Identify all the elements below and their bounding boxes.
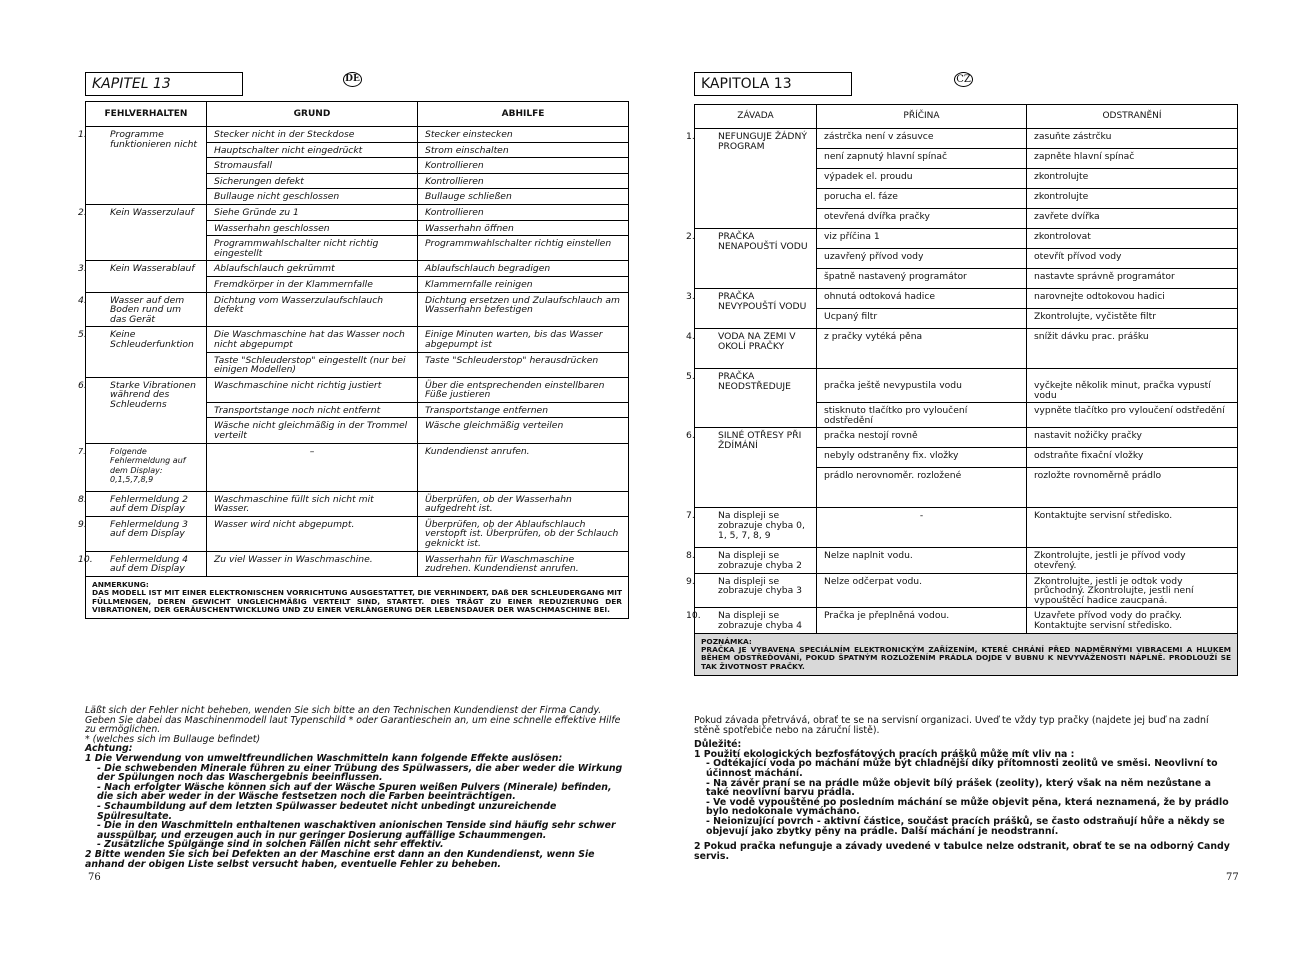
footer-text	[85, 706, 628, 869]
fault-text: Na displeji se zobrazuje chyba 3	[718, 575, 802, 597]
fault-number: 5.	[78, 329, 87, 341]
remedy-cell: otevřít přívod vody	[1027, 249, 1238, 269]
cause-cell: -	[817, 508, 1027, 548]
remedy-cell: odstraňte fixační vložky	[1027, 448, 1238, 468]
footer-bullet: - Zusätzliche Spülgänge sind in solchen Fällen nicht sehr effektiv.	[97, 839, 444, 851]
fault-number: 5.	[686, 371, 695, 382]
page-number: 77	[1226, 872, 1239, 883]
fault-text: PRAČKA NEODSTŘEDUJE	[718, 371, 791, 392]
remedy-cell: Kontrollieren	[418, 158, 629, 174]
table-row	[86, 377, 629, 402]
table-row	[695, 229, 1238, 249]
fault-number: 1.	[78, 129, 87, 140]
fault-cell	[686, 608, 817, 633]
language-badge-cz: CZ	[954, 72, 973, 87]
fault-cell	[78, 516, 207, 551]
header-cause: GRUND	[207, 102, 418, 127]
cause-cell: stisknuto tlačítko pro vyloučení odstředění	[817, 403, 1027, 428]
note-text: PRAČKA JE VYBAVENA SPECIÁLNÍM ELEKTRONICKÝM ZAŘÍZENÍM, KTERÉ CHRÁNÍ PŘED NADMĚRNÝMI VIBRACEMI A HLUKEM BĚHEM ODSTŘEĎOVÁNÍ, POKUD ŠPATNÝM ROZLOŽENÍM PRÁDLA DOJDE V BUBNU K NEVYVÁŽENOSTI NÁPLNĚ. PRODLOUŽÍ SE TAK ŽIVOTNOST PRAČKY.	[701, 644, 1231, 671]
fault-cell	[78, 204, 207, 260]
cause-cell: nebyly odstraněny fix. vložky	[817, 448, 1027, 468]
footer-point-2: 2 Bitte wenden Sie sich bei Defekten an der Maschine erst dann an den Kundendienst, wenn Sie anhand der obigen Liste selbst versucht haben, eventuelle Fehler zu beheben.	[85, 848, 595, 870]
remedy-cell: zkontrolujte	[1027, 169, 1238, 189]
cause-cell: Sicherungen defekt	[207, 173, 418, 189]
cause-cell: Stromausfall	[207, 158, 418, 174]
fault-text: Programme funktionieren nicht	[110, 129, 198, 150]
remedy-cell: Zkontrolujte, jestli je přívod vody otevřený.	[1027, 548, 1238, 573]
cause-cell: pračka ještě nevypustila vodu	[817, 369, 1027, 403]
fault-text: Keine Schleuderfunktion	[110, 329, 194, 350]
remedy-cell: rozložte rovnoměrně prádlo	[1027, 468, 1238, 508]
footer-point-1: 1 Die Verwendung von umweltfreundlichen Waschmitteln kann folgende Effekte auslösen:	[85, 752, 563, 764]
fault-cell	[78, 327, 207, 377]
remedy-cell: Dichtung ersetzen und Zulaufschlauch am Wasserhahn befestigen	[418, 292, 629, 327]
remedy-cell: Programmwahlschalter richtig einstellen	[418, 236, 629, 261]
cause-cell: špatně nastavený programátor	[817, 269, 1027, 289]
fault-number: 8.	[686, 550, 695, 562]
footer-bullet: - Schaumbildung auf dem letzten Spülwasser bedeutet nicht unbedingt unzureichende Spülresultate.	[97, 800, 557, 822]
cause-cell: Bullauge nicht geschlossen	[207, 189, 418, 205]
footer-heading: Achtung:	[85, 743, 133, 755]
fault-number: 1.	[686, 131, 695, 142]
fault-cell	[686, 229, 817, 289]
cause-cell: zástrčka není v zásuvce	[817, 129, 1027, 149]
fault-text: Kein Wasserablauf	[110, 263, 195, 275]
cause-cell: není zapnutý hlavní spínač	[817, 149, 1027, 169]
remedy-cell: Kontrollieren	[418, 204, 629, 220]
cause-cell: Zu viel Wasser in Waschmaschine.	[207, 551, 418, 576]
header-cause: PŘÍČINA	[817, 105, 1027, 129]
troubleshooting-table	[686, 104, 1238, 676]
fault-number: 9.	[78, 518, 87, 530]
fault-text: VODA NA ZEMI V OKOLÍ PRAČKY	[718, 331, 796, 352]
fault-text: Kein Wasserzulauf	[110, 206, 194, 218]
fault-text: PRAČKA NEVYPOUŠTÍ VODU	[718, 291, 807, 312]
remedy-cell: Strom einschalten	[418, 142, 629, 158]
remedy-cell: Stecker einstecken	[418, 127, 629, 143]
remedy-cell: zapněte hlavní spínač	[1027, 149, 1238, 169]
fault-cell	[78, 127, 207, 205]
remedy-cell: Bullauge schließen	[418, 189, 629, 205]
cause-cell: výpadek el. proudu	[817, 169, 1027, 189]
footer-point-2: 2 Pokud pračka nefunguje a závady uvedené v tabulce nelze odstranit, obrať te se na odborný Candy servis.	[694, 841, 1230, 862]
table-row	[695, 329, 1238, 369]
fault-text: Fehlermeldung 4 auf dem Display	[110, 553, 188, 575]
troubleshooting-table	[78, 101, 629, 619]
footer-text	[694, 716, 1237, 861]
cause-cell: Transportstange noch nicht entfernt	[207, 402, 418, 418]
header-remedy: ABHILFE	[418, 102, 629, 127]
remedy-cell: zavřete dvířka	[1027, 209, 1238, 229]
table-row	[86, 261, 629, 277]
fault-number: 8.	[78, 493, 87, 505]
table-row	[86, 551, 629, 576]
fault-number: 3.	[686, 291, 695, 302]
footer-paragraph: Pokud závada přetrvává, obrať te se na servisní organizaci. Uveď te vždy typ pračky (najdete jej buď na zadní stěně spotřebiče nebo na záruční listě).	[694, 715, 1209, 736]
footer-bullet: - Neionizující povrch - aktivní částice, součást pracích prášků, se často odstraňují hůře a někdy se objevují jako zbytky pěny na prádle. Další máchání je neodstranní.	[706, 815, 1225, 837]
fault-text: Fehlermeldung 2 auf dem Display	[110, 493, 188, 515]
fault-cell	[78, 551, 207, 576]
table-row	[86, 292, 629, 327]
table-row	[695, 573, 1238, 608]
fault-text: Wasser auf dem Boden rund um das Gerät	[110, 294, 185, 325]
fault-number: 6.	[686, 430, 695, 442]
fault-number: 4.	[78, 294, 87, 306]
footer-bullet: - Na závěr praní se na prádle může objevit bílý prášek (zeolity), který však na něm nezůstane a také neovlivní barvu prádla.	[706, 777, 1211, 799]
remedy-cell: vypněte tlačítko pro vyloučení odstředění	[1027, 403, 1238, 428]
cause-cell: Siehe Gründe zu 1	[207, 204, 418, 220]
cause-cell: uzavřený přívod vody	[817, 249, 1027, 269]
fault-cell	[686, 548, 817, 573]
cause-cell: porucha el. fáze	[817, 189, 1027, 209]
cause-cell: Die Waschmaschine hat das Wasser noch nicht abgepumpt	[207, 327, 418, 352]
fault-cell	[78, 491, 207, 516]
fault-number: 10.	[686, 610, 701, 622]
table-row	[695, 369, 1238, 403]
fault-cell	[78, 261, 207, 292]
remedy-cell: Überprüfen, ob der Ablaufschlauch verstopft ist. Überprüfen, ob der Schlauch geknickt ist.	[418, 516, 629, 551]
fault-text: Na displeji se zobrazuje chyba 0, 1, 5, 7, 8, 9	[718, 510, 805, 541]
language-badge-de: DE	[343, 72, 362, 87]
remedy-cell: Wäsche gleichmäßig verteilen	[418, 418, 629, 443]
remedy-cell: Uzavřete přívod vody do pračky. Kontaktujte servisní středisko.	[1027, 608, 1238, 633]
table-row	[695, 129, 1238, 149]
remedy-cell: snížit dávku prac. prášku	[1027, 329, 1238, 369]
chapter-title: KAPITOLA 13	[694, 72, 852, 96]
cause-cell: Stecker nicht in der Steckdose	[207, 127, 418, 143]
table-row	[695, 548, 1238, 573]
fault-text: Fehlermeldung 3 auf dem Display	[110, 518, 188, 540]
remedy-cell: nastavit nožičky pračky	[1027, 428, 1238, 448]
table-row	[695, 289, 1238, 309]
fault-cell	[686, 508, 817, 548]
footer-point-1: 1 Použití ekologických bezfosfátových pracích prášků může mít vliv na :	[694, 748, 1075, 760]
footer-paragraph: Läßt sich der Fehler nicht beheben, wenden Sie sich bitte an den Technischen Kundendienst der Firma Candy. Geben Sie dabei das Maschinenmodell laut Typenschild * oder Garantieschein an, um eine schnelle effektive Hilfe zu ermöglichen.	[85, 705, 621, 736]
note-title: ANMERKUNG:	[92, 579, 149, 589]
fault-cell	[686, 129, 817, 229]
remedy-cell: Zkontrolujte, vyčistěte filtr	[1027, 309, 1238, 329]
table-body	[78, 127, 629, 577]
header-remedy: ODSTRANĚNÍ	[1027, 105, 1238, 129]
fault-number: 7.	[78, 446, 86, 456]
cause-cell: Ablaufschlauch gekrümmt	[207, 261, 418, 277]
header-fault: FEHLVERHALTEN	[86, 102, 207, 127]
cause-cell: Waschmaschine nicht richtig justiert	[207, 377, 418, 402]
fault-text: PRAČKA NENAPOUŠTÍ VODU	[718, 231, 808, 252]
footer-asterisk-note: * (welches sich im Bullauge befindet)	[85, 733, 261, 745]
cause-cell: prádlo nerovnoměr. rozložené	[817, 468, 1027, 508]
fault-number: 7.	[686, 510, 695, 522]
footer-bullet: - Odtékající voda po máchání může být chladnější díky přítomnosti zeolitů ve směsi. Neovlivní to účinnost máchání.	[706, 758, 1218, 779]
fault-cell	[78, 377, 207, 443]
note-text: DAS MODELL IST MIT EINER ELEKTRONISCHEN VORRICHTUNG AUSGESTATTET, DIE VERHINDERT, DAß DER SCHLEUDERGANG MIT FÜLLMENGEN, DEREN GEWICHT UNGLEICHMÄßIG VERTEILT SIND, STARTET. DIES TRÄGT ZU EINER REDUZIERUNG DER VIBRATIONEN, DER GERÄUSCHENTWICKLUNG UND ZU EINER VERLÄNGERUNG DER LEBENSDAUER DER WASCHMASCHINE BEI.	[92, 588, 623, 615]
cause-cell: Hauptschalter nicht eingedrückt	[207, 142, 418, 158]
footer-heading: Důležité:	[694, 739, 742, 751]
cause-cell: otevřená dvířka pračky	[817, 209, 1027, 229]
table-row	[86, 516, 629, 551]
remedy-cell: narovnejte odtokovou hadici	[1027, 289, 1238, 309]
fault-text: SILNÉ OTŘESY PŘI ŽDÍMÁNÍ	[718, 430, 802, 451]
fault-cell	[686, 369, 817, 428]
table-row	[86, 327, 629, 352]
footer-bullet: - Die schwebenden Minerale führen zu einer Trübung des Spülwassers, die aber weder die Wirkung der Spülungen noch das Waschergebnis beeinflussen.	[97, 762, 623, 784]
fault-cell	[78, 443, 207, 491]
page-number: 76	[88, 872, 101, 883]
fault-number: 2.	[686, 231, 695, 242]
cause-cell: Nelze odčerpat vodu.	[817, 573, 1027, 608]
cause-cell: Taste "Schleuderstop" eingestellt (nur bei einigen Modellen)	[207, 352, 418, 377]
remedy-cell: Zkontrolujte, jestli je odtok vody průchodný. Zkontrolujte, jestli není vypouštěcí hadice zaucpaná.	[1027, 573, 1238, 608]
remedy-cell: Wasserhahn öffnen	[418, 220, 629, 236]
remedy-cell: Taste "Schleuderstop" herausdrücken	[418, 352, 629, 377]
fault-number: 4.	[686, 331, 695, 342]
cause-cell: Dichtung vom Wasserzulaufschlauch defekt	[207, 292, 418, 327]
fault-cell	[686, 329, 817, 369]
remedy-cell: Überprüfen, ob der Wasserhahn aufgedreht ist.	[418, 491, 629, 516]
remedy-cell: vyčkejte několik minut, pračka vypustí vodu	[1027, 369, 1238, 403]
fault-text: NEFUNGUJE ŽÁDNÝ PROGRAM	[718, 131, 807, 152]
cause-cell: z pračky vytéká pěna	[817, 329, 1027, 369]
table-row	[695, 428, 1238, 448]
fault-number: 2.	[78, 206, 87, 218]
fault-cell	[686, 289, 817, 329]
remedy-cell: Kontrollieren	[418, 173, 629, 189]
table-row	[86, 127, 629, 143]
chapter-title: KAPITEL 13	[85, 72, 243, 96]
remedy-cell: Einige Minuten warten, bis das Wasser abgepumpt ist	[418, 327, 629, 352]
remedy-cell: Klammernfalle reinigen	[418, 276, 629, 292]
remedy-cell: nastavte správně programátor	[1027, 269, 1238, 289]
fault-number: 6.	[78, 379, 87, 391]
remedy-cell: zkontrolovat	[1027, 229, 1238, 249]
footer-bullet: - Nach erfolgter Wäsche können sich auf der Wäsche Spuren weißen Pulvers (Minerale) befinden, die sich aber weder in der Wäsche festsetzen noch die Farben beeinträchtigen.	[97, 781, 612, 803]
cause-cell: viz příčina 1	[817, 229, 1027, 249]
remedy-cell: zasuňte zástrčku	[1027, 129, 1238, 149]
table-body	[686, 129, 1238, 634]
table-row	[86, 491, 629, 516]
header-fault: ZÁVADA	[695, 105, 817, 129]
footer-bullet: - Die in den Waschmitteln enthaltenen waschaktiven anionischen Tenside sind häufig sehr schwer ausspülbar, und erzeugen auch in nur geringer Dosierung auffällige Schaummengen.	[97, 820, 616, 841]
remedy-cell: Kontaktujte servisní středisko.	[1027, 508, 1238, 548]
cause-cell: Wäsche nicht gleichmäßig in der Trommel verteilt	[207, 418, 418, 443]
cause-cell: Wasserhahn geschlossen	[207, 220, 418, 236]
cause-cell: Pračka je přeplněná vodou.	[817, 608, 1027, 633]
fault-cell	[686, 428, 817, 508]
footer-bullet: - Ve vodě vypouštěné po posledním máchání se může objevit pěna, která neznamená, že by prádlo bylo nedokonale vymácháno.	[706, 796, 1229, 818]
fault-cell	[78, 292, 207, 327]
fault-text: Na displeji se zobrazuje chyba 2	[718, 550, 802, 571]
table-row	[695, 608, 1238, 633]
cause-cell: Waschmaschine füllt sich nicht mit Wasser.	[207, 491, 418, 516]
table-row	[695, 508, 1238, 548]
fault-text: Folgende Fehlermeldung auf dem Display: 0,1,5,7,8,9	[110, 446, 186, 485]
fault-number: 9.	[686, 575, 695, 587]
remedy-cell: Transportstange entfernen	[418, 402, 629, 418]
note-box	[86, 576, 629, 619]
fault-text: Starke Vibrationen während des Schleuderns	[110, 379, 196, 410]
fault-cell	[686, 573, 817, 608]
fault-number: 10.	[78, 553, 93, 565]
cause-cell: Nelze naplnit vodu.	[817, 548, 1027, 573]
cause-cell: Programmwahlschalter nicht richtig eingestellt	[207, 236, 418, 261]
cause-cell: Fremdkörper in der Klammernfalle	[207, 276, 418, 292]
table-row	[86, 204, 629, 220]
fault-text: Na displeji se zobrazuje chyba 4	[718, 610, 802, 631]
remedy-cell: Wasserhahn für Waschmaschine zudrehen. Kundendienst anrufen.	[418, 551, 629, 576]
remedy-cell: Über die entsprechenden einstellbaren Füße justieren	[418, 377, 629, 402]
remedy-cell: Kundendienst anrufen.	[418, 443, 629, 491]
cause-cell: –	[207, 443, 418, 491]
cause-cell: Ucpaný filtr	[817, 309, 1027, 329]
note-box	[695, 633, 1238, 676]
table-row	[86, 443, 629, 491]
note-title: POZNÁMKA:	[701, 636, 752, 646]
cause-cell: ohnutá odtoková hadice	[817, 289, 1027, 309]
remedy-cell: Ablaufschlauch begradigen	[418, 261, 629, 277]
remedy-cell: zkontrolujte	[1027, 189, 1238, 209]
cause-cell: pračka nestojí rovně	[817, 428, 1027, 448]
cause-cell: Wasser wird nicht abgepumpt.	[207, 516, 418, 551]
fault-number: 3.	[78, 263, 87, 275]
